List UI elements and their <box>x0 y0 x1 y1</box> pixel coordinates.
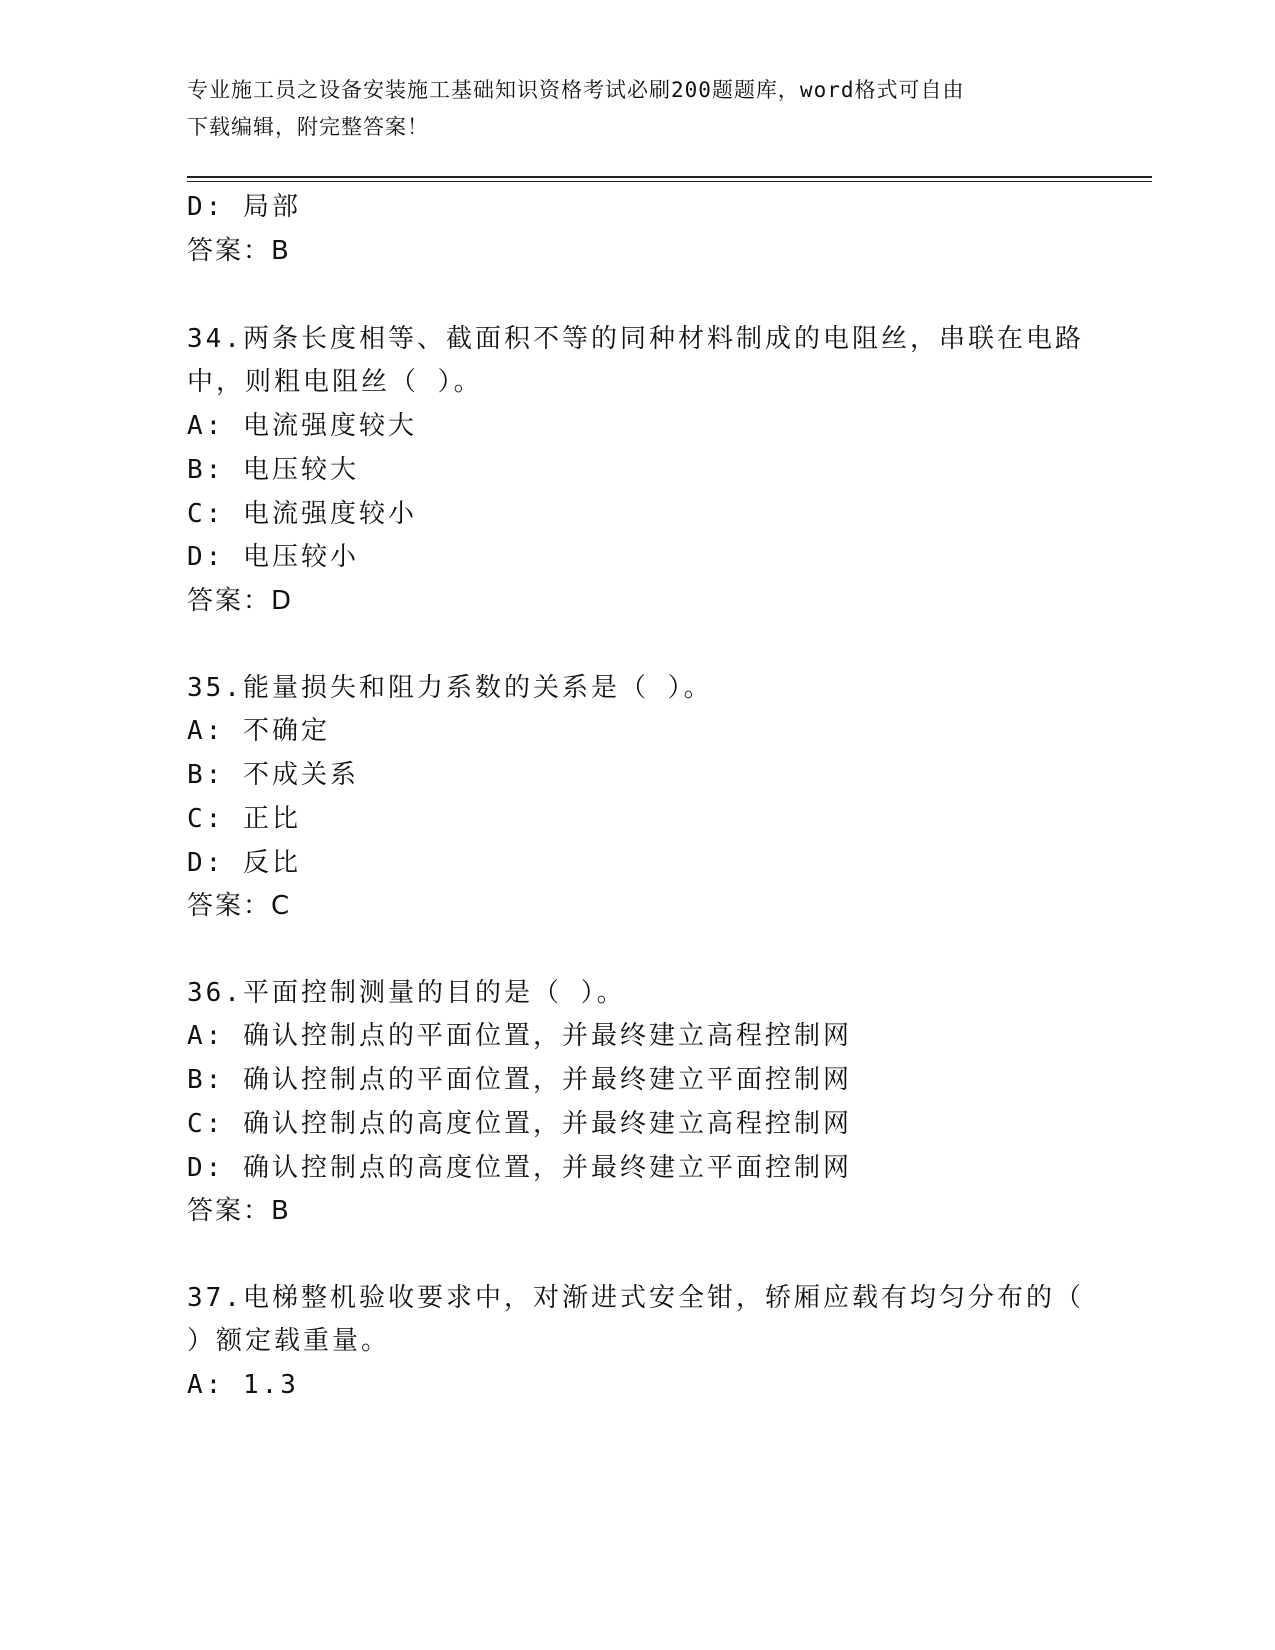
prev-option-d: D: 局部 <box>187 192 301 222</box>
q34-option-d: D: 电压较小 <box>187 542 359 572</box>
document-header <box>187 72 1077 146</box>
q37-stem-line2: ）额定载重量。 <box>187 1326 391 1356</box>
q35-option-b: B: 不成关系 <box>187 760 359 790</box>
q35-stem-line1: 35.能量损失和阻力系数的关系是（ ）。 <box>187 673 713 703</box>
q36-stem-line1: 36.平面控制测量的目的是（ ）。 <box>187 978 626 1008</box>
q35-answer: 答案：C <box>187 891 292 921</box>
q36-option-c: C: 确认控制点的高度位置，并最终建立高程控制网 <box>187 1109 852 1139</box>
q35-option-c: C: 正比 <box>187 804 301 834</box>
header-title-line2: 下载编辑，附完整答案！ <box>187 115 429 139</box>
q37-option-a: A: 1.3 <box>187 1370 299 1400</box>
q34-answer: 答案：D <box>187 586 294 616</box>
q34-stem-line2: 中，则粗电阻丝（ ）。 <box>187 367 483 397</box>
q34-option-a: A: 电流强度较大 <box>187 411 417 441</box>
q36-option-a: A: 确认控制点的平面位置，并最终建立高程控制网 <box>187 1021 852 1051</box>
q37-stem-line1: 37.电梯整机验收要求中，对渐进式安全钳，轿厢应载有均匀分布的（ <box>187 1283 1084 1313</box>
prev-answer: 答案：B <box>187 236 291 266</box>
q36-answer: 答案：B <box>187 1196 291 1226</box>
header-divider <box>187 176 1152 178</box>
q34-stem-line1: 34.两条长度相等、截面积不等的同种材料制成的电阻丝，串联在电路 <box>187 324 1084 354</box>
header-divider-thin <box>187 181 1152 182</box>
q35-option-a: A: 不确定 <box>187 716 330 746</box>
header-title-line1: 专业施工员之设备安装施工基础知识资格考试必刷200题题库，word格式可自由 <box>187 78 965 102</box>
q36-option-d: D: 确认控制点的高度位置，并最终建立平面控制网 <box>187 1153 852 1183</box>
q34-option-b: B: 电压较大 <box>187 455 359 485</box>
q34-option-c: C: 电流强度较小 <box>187 499 417 529</box>
q35-option-d: D: 反比 <box>187 848 301 878</box>
q36-option-b: B: 确认控制点的平面位置，并最终建立平面控制网 <box>187 1065 852 1095</box>
